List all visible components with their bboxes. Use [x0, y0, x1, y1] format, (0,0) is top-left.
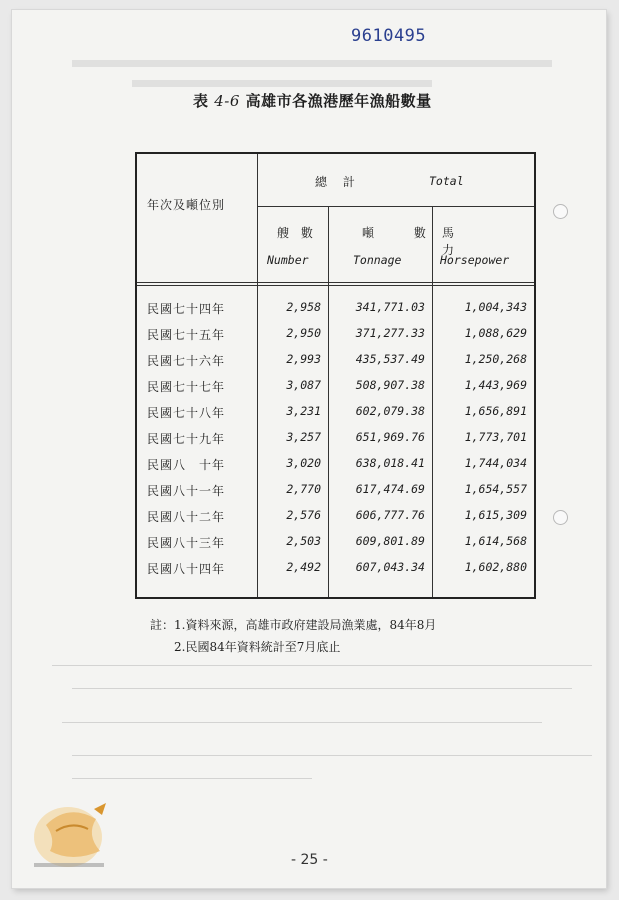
cell-horsepower: 1,744,034	[464, 456, 527, 470]
cell-horsepower: 1,250,268	[464, 352, 527, 366]
library-logo-icon	[26, 795, 116, 875]
cell-number: 3,020	[286, 456, 321, 470]
cell-number: 3,231	[286, 404, 321, 418]
cell-tonnage: 607,043.34	[355, 560, 425, 574]
table-number: 4-6	[214, 92, 240, 110]
cell-tonnage: 651,969.76	[355, 430, 425, 444]
cell-number: 2,950	[286, 326, 321, 340]
bleed-through	[52, 665, 592, 666]
title-prefix: 表	[193, 92, 209, 110]
page-number: - 25 -	[291, 852, 328, 868]
table-row	[137, 404, 534, 428]
row-year: 民國七十六年	[147, 354, 226, 368]
cell-tonnage: 606,777.76	[355, 508, 425, 522]
col-header-number-zh: 艘 數	[277, 226, 317, 240]
row-header: 年次及噸位別	[147, 198, 226, 212]
cell-tonnage: 638,018.41	[355, 456, 425, 470]
row-year: 民國八十三年	[147, 536, 226, 550]
bleed-through	[132, 80, 432, 87]
cell-horsepower: 1,004,343	[464, 300, 527, 314]
bleed-through	[72, 755, 592, 756]
col-header-tonnage-en: Tonnage	[353, 253, 402, 267]
bleed-through	[72, 778, 312, 779]
table-row	[137, 508, 534, 532]
row-divider	[137, 282, 534, 283]
row-year: 民國八 十年	[147, 458, 226, 472]
bleed-through	[62, 722, 542, 723]
table-row	[137, 430, 534, 454]
cell-horsepower: 1,773,701	[464, 430, 527, 444]
table-row	[137, 534, 534, 558]
cell-number: 2,993	[286, 352, 321, 366]
row-year: 民國八十一年	[147, 484, 226, 498]
cell-tonnage: 341,771.03	[355, 300, 425, 314]
cell-number: 2,503	[286, 534, 321, 548]
group-header-zh: 總 計	[315, 175, 361, 189]
note-coverage: 2.民國84年資料統計至7月底止	[174, 640, 341, 654]
binder-hole	[553, 510, 568, 525]
row-year: 民國八十四年	[147, 562, 226, 576]
col-header-tonnage-zh: 噸 數	[362, 226, 444, 240]
cell-tonnage: 508,907.38	[355, 378, 425, 392]
cell-tonnage: 602,079.38	[355, 404, 425, 418]
table-row	[137, 378, 534, 402]
table-title	[193, 90, 432, 111]
table-row	[137, 482, 534, 506]
bleed-through	[72, 688, 572, 689]
table-row	[137, 300, 534, 324]
cell-number: 2,958	[286, 300, 321, 314]
table-row	[137, 560, 534, 584]
row-divider	[137, 285, 534, 286]
cell-horsepower: 1,615,309	[464, 508, 527, 522]
table-row	[137, 326, 534, 350]
cell-number: 3,087	[286, 378, 321, 392]
row-year: 民國七十八年	[147, 406, 226, 420]
row-year: 民國七十九年	[147, 432, 226, 446]
bleed-through	[72, 60, 552, 67]
cell-number: 3,257	[286, 430, 321, 444]
cell-tonnage: 371,277.33	[355, 326, 425, 340]
row-year: 民國七十七年	[147, 380, 226, 394]
cell-tonnage: 617,474.69	[355, 482, 425, 496]
data-table	[135, 152, 536, 599]
title-text: 高雄市各漁港歷年漁船數量	[245, 92, 432, 110]
col-header-number-en: Number	[267, 253, 309, 267]
document-number-stamp: 9610495	[351, 26, 427, 46]
row-year: 民國七十五年	[147, 328, 226, 342]
cell-horsepower: 1,602,880	[464, 560, 527, 574]
cell-number: 2,492	[286, 560, 321, 574]
group-header-en: Total	[429, 174, 464, 188]
cell-horsepower: 1,088,629	[464, 326, 527, 340]
col-header-horsepower-zh: 馬 力	[442, 226, 507, 257]
table-notes	[150, 614, 436, 658]
table-row	[137, 352, 534, 376]
cell-tonnage: 609,801.89	[355, 534, 425, 548]
cell-horsepower: 1,654,557	[464, 482, 527, 496]
cell-horsepower: 1,443,969	[464, 378, 527, 392]
table-row	[137, 456, 534, 480]
cell-number: 2,576	[286, 508, 321, 522]
note-source: 註：1.資料來源，高雄市政府建設局漁業處，84年8月	[150, 618, 437, 632]
row-year: 民國八十二年	[147, 510, 226, 524]
row-year: 民國七十四年	[147, 302, 226, 316]
cell-tonnage: 435,537.49	[355, 352, 425, 366]
cell-horsepower: 1,656,891	[464, 404, 527, 418]
cell-number: 2,770	[286, 482, 321, 496]
binder-hole	[553, 204, 568, 219]
cell-horsepower: 1,614,568	[464, 534, 527, 548]
row-divider	[257, 206, 534, 207]
col-header-horsepower-en: Horsepower	[440, 253, 510, 267]
